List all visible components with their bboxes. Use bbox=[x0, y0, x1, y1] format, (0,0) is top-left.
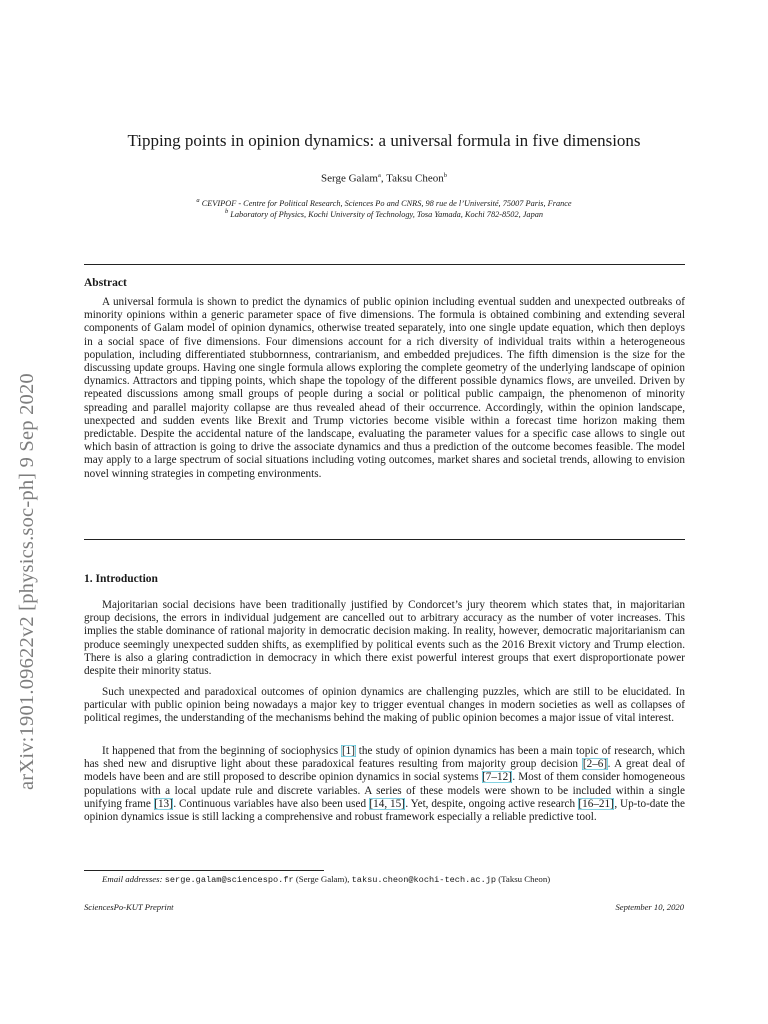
intro-paragraph-3 bbox=[84, 745, 685, 824]
footer-preprint-label: SciencesPo-KUT Preprint bbox=[84, 902, 174, 912]
section-heading-introduction: 1. Introduction bbox=[84, 573, 158, 585]
abstract-heading: Abstract bbox=[84, 277, 127, 289]
author-separator: , bbox=[380, 172, 387, 185]
paper-title: Tipping points in opinion dynamics: a universal formula in five dimensions bbox=[127, 131, 641, 150]
abstract-text: A universal formula is shown to predict the dynamics of public opinion including eventual sudden and unexpected outbreaks of minority opinions within a generic parameter space of five dimensions. The formula is obtained combining and extending several components of Galam model of opinion dynamics, otherwise treated separately, into one single update equation, which then deploys in a social space of five dimensions. Four dimensions account for a rich diversity of individual traits within a heterogeneous population, including differentiated stubbornness, contrarianism, and embedded prejudices. The fifth dimension is the size for the discussing update groups. Having one single formula allows exploring the complete geometry of the underlying landscape of opinion dynamics. Attractors and tipping points, which shape the topology of the different possible dynamics flows, are unveiled. Driven by repeated discussions among small groups of people during a social or political public campaign, the phenomenon of minority spreading and parallel majority collapse are thus revealed ahead of their occurrence. Accordingly, within the opinion landscape, unexpected and sudden events like Brexit and Trump victories become visible within a forecast time horizon making them predictable. Despite the accidental nature of the landscape, evaluating the parameter values for a specific case allows to single out which basin of attraction is going to drive the associate dynamics and thus a prediction of the outcome becomes feasible. The model may apply to a large spectrum of social situations including voting outcomes, market shares and societal trends, allowing to envision novel winning strategies in competing environments. bbox=[84, 296, 685, 480]
footnote-emails bbox=[102, 874, 550, 885]
affiliation-a bbox=[84, 197, 684, 208]
author-galam-affil-mark: a bbox=[377, 172, 381, 179]
citation-link[interactable]: [1] bbox=[341, 745, 355, 757]
intro-p3-text: , Up-to-date the opinion dynamics issue is still lacking a comprehensive and robust framework especially a reliable predictive tool. bbox=[84, 797, 685, 824]
arxiv-identifier: arXiv:1901.09622v2 [physics.soc-ph] 9 Sep 2020 bbox=[16, 373, 38, 790]
intro-p3-text: It happened that from the beginning of sociophysics bbox=[102, 745, 342, 757]
author-cheon: Taksu Cheon bbox=[386, 172, 444, 185]
footnote-label: Email addresses: bbox=[102, 874, 163, 884]
intro-p3-text: . Most of them consider homogeneous populations with a local update rule and discrete variables. A series of these models were shown to be included within a single unifying frame bbox=[84, 771, 685, 810]
citation-link[interactable]: [16–21] bbox=[578, 797, 614, 810]
abstract-bottom-rule bbox=[84, 539, 685, 540]
citation-link[interactable]: [2–6] bbox=[582, 758, 608, 771]
citation-link[interactable]: [7–12] bbox=[482, 771, 512, 784]
intro-paragraph-2: Such unexpected and paradoxical outcomes of opinion dynamics are challenging puzzles, which are still to be elucidated. In particular with public opinion being nowadays a major key to trigger eventual changes in modern societies as well as collapses of political regimes, the understanding of the mechanisms behind the making of public opinion becomes a major issue of vital interest. bbox=[84, 686, 685, 725]
affiliation-b bbox=[84, 208, 684, 219]
affiliation-b-mark: b bbox=[224, 208, 229, 215]
affiliation-b-text: Laboratory of Physics, Kochi University of Technology, Tosa Yamada, Kochi 782-8502, Japan bbox=[230, 209, 544, 219]
email-galam[interactable]: serge.galam@sciencespo.fr bbox=[164, 875, 294, 885]
footer-date: September 10, 2020 bbox=[615, 902, 684, 912]
email-galam-name: (Serge Galam), bbox=[293, 874, 352, 884]
author-galam: Serge Galam bbox=[321, 172, 378, 185]
citation-link[interactable]: [13] bbox=[154, 797, 173, 810]
abstract-top-rule bbox=[84, 264, 685, 265]
citation-link[interactable]: [14, 15] bbox=[369, 797, 405, 810]
email-cheon[interactable]: taksu.cheon@kochi-tech.ac.jp bbox=[351, 875, 497, 885]
footnote-rule bbox=[84, 870, 324, 871]
intro-p3-text: . Yet, despite, ongoing active research bbox=[405, 797, 578, 810]
intro-paragraph-1: Majoritarian social decisions have been traditionally justified by Condorcet’s jury theorem which states that, in majoritarian group decisions, the errors in individual judgement are cancelled out to arbitrary accuracy as the number of voter increases. This implies the stable dominance of rational majority in democratic decision making. In reality, however, democratic majoritarianism can produce seemingly unexpected sudden shifts, as exemplified by political events such as the 2016 Brexit victory and Trump election. There is also a glaring contradiction in democracy in which there exist powerful interest groups that exert disproportionate power despite their minority status. bbox=[84, 599, 685, 678]
intro-p3-text: . A great deal of models have been and are still proposed to describe opinion dynamics in social systems bbox=[84, 758, 685, 784]
affiliation-a-mark: a bbox=[196, 197, 200, 204]
author-cheon-affil-mark: b bbox=[443, 172, 447, 179]
email-cheon-name: (Taksu Cheon) bbox=[496, 874, 551, 884]
intro-p3-text: . Continuous variables have also been used bbox=[173, 797, 369, 810]
author-list bbox=[84, 172, 684, 185]
affiliation-a-text: CEVIPOF - Centre for Political Research, Sciences Po and CNRS, 98 rue de l’Université, 75007 Paris, France bbox=[201, 198, 572, 208]
intro-p3-text: the study of opinion dynamics has been a main topic of research, which has shed new and disruptive light about these paradoxical features resulting from majority group decision bbox=[84, 745, 685, 771]
